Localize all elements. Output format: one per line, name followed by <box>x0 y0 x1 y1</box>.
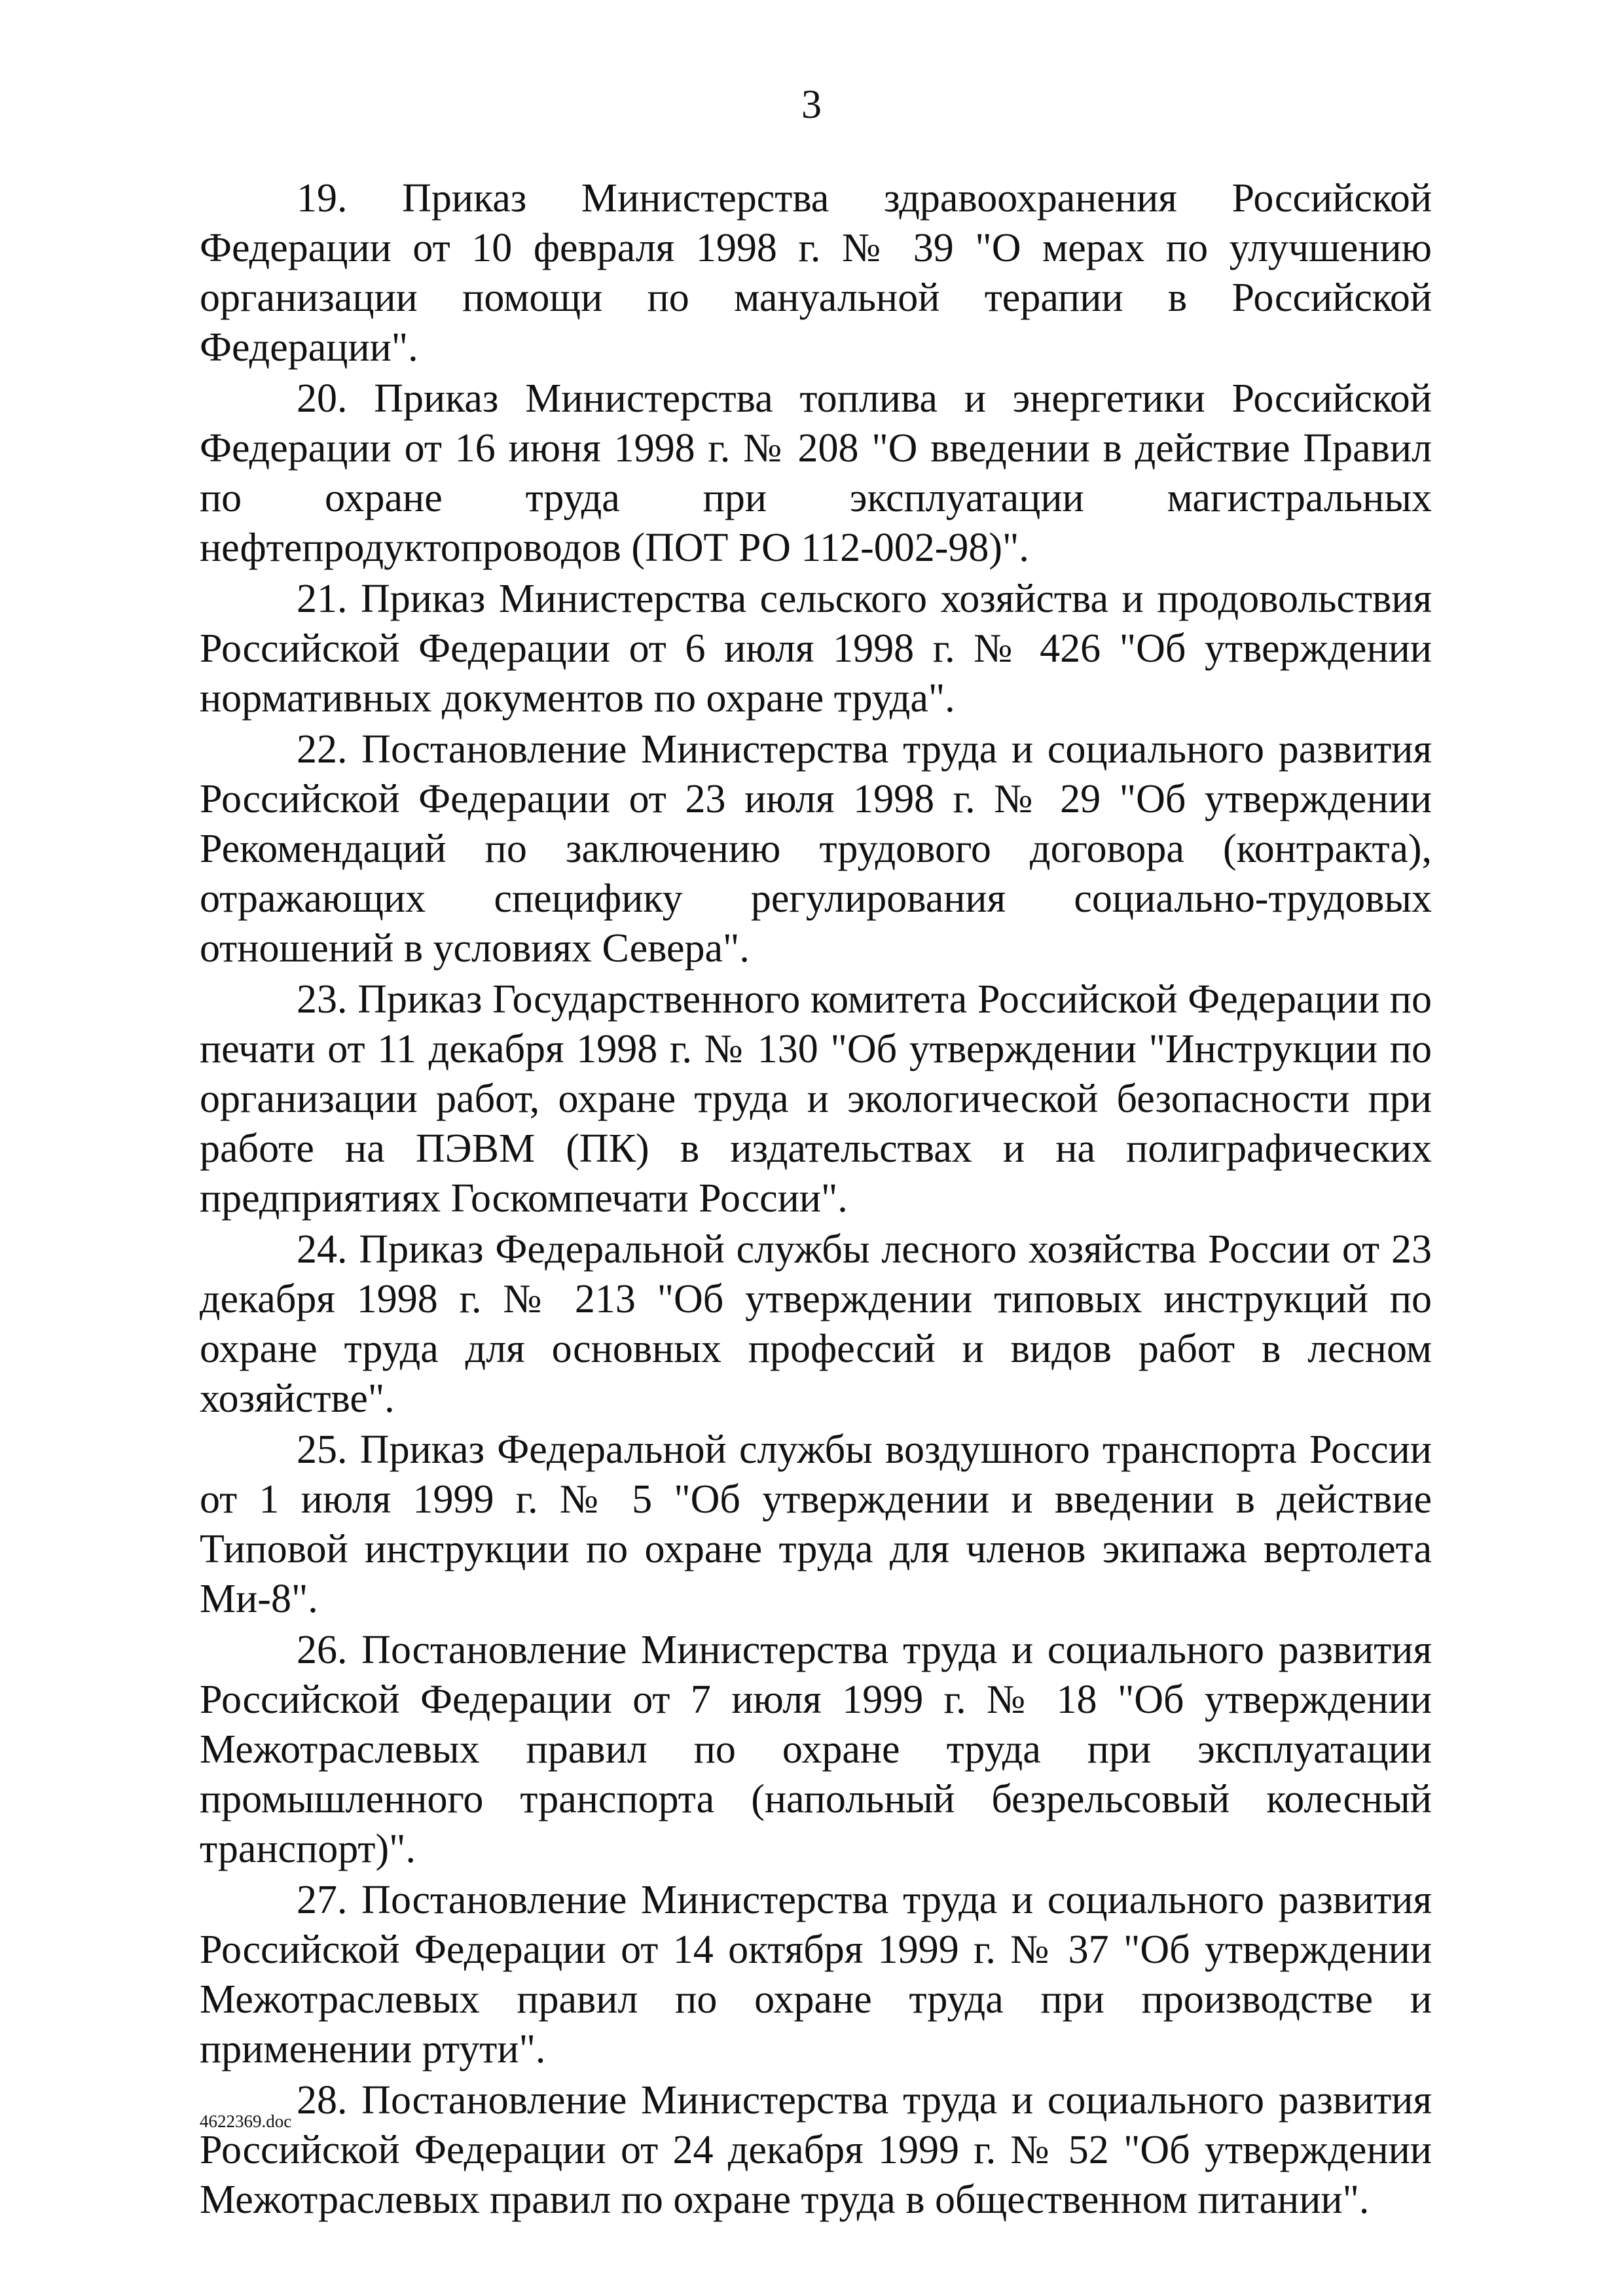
document-body <box>200 173 1432 2226</box>
list-item: 28. Постановление Министерства труда и социального развития Российской Федерации от 24 декабря 1999 г. № 52 "Об утверждении Межотраслевых правил по охране труда в общественном питании". <box>200 2078 1432 2222</box>
list-item: 23. Приказ Государственного комитета Российской Федерации по печати от 11 декабря 1998 г. № 130 "Об утверждении "Инструкции по организации работ, охране труда и экологической безопасности при работе на ПЭВМ (ПК) в издательствах и на полиграфических предприятиях Госкомпечати России". <box>200 977 1432 1221</box>
list-item: 22. Постановление Министерства труда и социального развития Российской Федерации от 23 июля 1998 г. № 29 "Об утверждении Рекомендаций по заключению трудового договора (контракта), отражающих специфику регулирования социально-трудовых отношений в условиях Севера". <box>200 727 1432 971</box>
list-item: 21. Приказ Министерства сельского хозяйства и продовольствия Российской Федерации от 6 июля 1998 г. № 426 "Об утверждении нормативных документов по охране труда". <box>200 577 1432 721</box>
file-name-footer: 4622369.doc <box>200 2111 292 2131</box>
list-item: 25. Приказ Федеральной службы воздушного транспорта России от 1 июля 1999 г. № 5 "Об утверждении и введении в действие Типовой инструкции по охране труда для членов экипажа вертолета Ми-8". <box>200 1427 1432 1621</box>
page-number: 3 <box>801 82 822 127</box>
list-item: 24. Приказ Федеральной службы лесного хозяйства России от 23 декабря 1998 г. № 213 "Об утверждении типовых инструкций по охране труда для основных профессий и видов работ в лесном хозяйстве". <box>200 1227 1432 1421</box>
list-item: 19. Приказ Министерства здравоохранения Российской Федерации от 10 февраля 1998 г. № 39 "О мерах по улучшению организации помощи по мануальной терапии в Российской Федерации". <box>200 176 1432 370</box>
list-item: 20. Приказ Министерства топлива и энергетики Российской Федерации от 16 июня 1998 г. № 208 "О введении в действие Правил по охране труда при эксплуатации магистральных нефтепродуктопроводов (ПОТ РО 112-002-98)". <box>200 376 1432 570</box>
list-item: 27. Постановление Министерства труда и социального развития Российской Федерации от 14 октября 1999 г. № 37 "Об утверждении Межотраслевых правил по охране труда при производстве и применении ртути". <box>200 1878 1432 2072</box>
list-item: 26. Постановление Министерства труда и социального развития Российской Федерации от 7 июля 1999 г. № 18 "Об утверждении Межотраслевых правил по охране труда при эксплуатации промышленного транспорта (напольный безрельсовый колесный транспорт)". <box>200 1628 1432 1871</box>
